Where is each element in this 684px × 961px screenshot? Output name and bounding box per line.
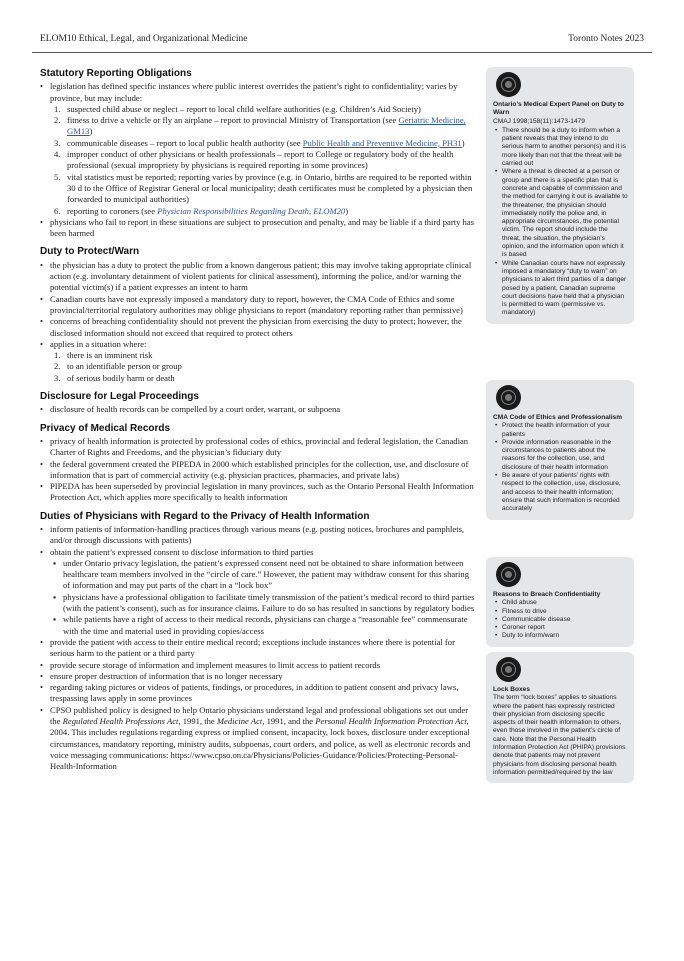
- list-item: ▪ under Ontario privacy legislation, the patient’s expressed consent need not be obtained to share information between healthcare team members involved in the “circle of care.” However, the patient may withdraw consent for this sharing of information and may put parts of the chart in a “lock box”: [40, 558, 476, 592]
- bullet: • applies in a situation where:: [40, 339, 476, 350]
- badge-icon: [496, 562, 521, 587]
- sidebar-list: [493, 422, 628, 513]
- list-item: 4. improper conduct of other physicians or health professionals – report to College or regulatory body of the health professional (sexual impropriety by physicians is required reporting in some provinces): [54, 149, 454, 171]
- main-column: [40, 68, 476, 773]
- bullet: • provide secure storage of information and implement measures to limit access to patient records: [40, 660, 476, 671]
- sidebar-list: [493, 599, 628, 640]
- list-item: 1. suspected child abuse or neglect – report to local child welfare authorities (e.g. Children’s Aid Society): [54, 103, 421, 114]
- list-item: • Where a threat is directed at a person or group and there is a specific plan that is concrete and capable of commission and the method for carrying it out is available to the threatener, the physician should immediately notify the police and, in appropriate circumstances, the potential victim. The report should include the threat, the situation, the physician’s opinion, and the information upon which it is based: [493, 168, 628, 259]
- bullet: • the physician has a duty to protect the public from a known dangerous patient; this may involve taking appropriate clinical action (e.g. involuntary detainment of violent patients for clinical assessment), informing the police, and/or warning the potential victim(s) if a patient expresses an intent to harm: [40, 260, 476, 294]
- bullet: • obtain the patient’s expressed consent to disclose information to third parties: [40, 547, 476, 558]
- badge-icon: [496, 385, 521, 410]
- consent-sublist: [40, 558, 476, 637]
- bullet: • disclosure of health records can be compelled by a court order, warrant, or subpoena: [40, 404, 476, 415]
- statutory-heading: Statutory Reporting Obligations: [40, 68, 192, 79]
- list-item: 2. to an identifiable person or group: [54, 361, 182, 372]
- sidebar-title: CMA Code of Ethics and Professionalism: [493, 414, 623, 421]
- statutory-list: [40, 104, 476, 217]
- badge-icon: [496, 72, 521, 97]
- list-item: • Child abuse: [493, 599, 628, 607]
- list-item: • Fitness to drive: [493, 608, 628, 616]
- sidebar-title: Ontario’s Medical Expert Panel on Duty to Warn: [493, 101, 624, 117]
- sidebar-text: The term “lock boxes” applies to situations where the patient has expressly restricted their physician from disclosing specific aspects of their health information to others, even those involved in the patient’s circle of care. Note that the Personal Health Information Protection Act (PHIPA) provisions denote that patients may not prevent physicians from disclosing personal health information permitted/required by the law: [493, 694, 626, 776]
- list-item: • There should be a duty to inform when a patient reveals that they intend to do serious harm to another person(s) and it is more likely than not that the threat will be carried out: [493, 127, 628, 168]
- sidebar-duty-to-warn: [486, 67, 634, 324]
- badge-icon: [496, 657, 521, 682]
- list-item: • Duty to inform/warn: [493, 632, 628, 640]
- duty-heading: Duty to Protect/Warn: [40, 246, 140, 258]
- duty-conditions-list: [40, 350, 476, 384]
- list-item: • Be aware of your patients’ rights with respect to the collection, use, disclosure, and access to their health information; ensure that such information is recorded accurately: [493, 472, 628, 513]
- bullet: • ensure proper destruction of information that is no longer necessary: [40, 671, 476, 682]
- privacy-heading: Privacy of Medical Records: [40, 422, 171, 434]
- sidebar-breach-reasons: [486, 557, 634, 647]
- statutory-intro: • legislation has defined specific instances where public interest overrides the patient’s right to confidentiality; varies by province, but may include:: [40, 81, 476, 104]
- page-header: [40, 34, 644, 50]
- duties-heading: Duties of Physicians with Regard to the Privacy of Health Information: [40, 510, 370, 522]
- elom20-link[interactable]: Physician Responsibilities Regarding Death, ELOM20: [157, 205, 346, 216]
- list-item: 2. fitness to drive a vehicle or fly an airplane – report to provincial Ministry of Transportation (see Geriatric Medicine, GM13): [54, 115, 466, 137]
- bullet: • Canadian courts have not expressly imposed a mandatory duty to report, however, the CMA Code of Ethics and some provincial/territorial regulatory authorities may oblige physicians to report (mandatory reporting rather than permissive): [40, 294, 476, 317]
- list-item: ▪ while patients have a right of access to their medical records, physicians can charge a “reasonable fee” commensurate with the time and material used in providing copies/access: [40, 614, 476, 637]
- bullet: • regarding taking pictures or videos of patients, findings, or procedures, in addition to patient consent and privacy laws, trespassing laws apply in some provinces: [40, 682, 476, 705]
- list-item: 3. of serious bodily harm or death: [54, 372, 175, 383]
- list-item: 5. vital statistics must be reported; reporting varies by province (e.g. in Ontario, births are required to be reported within 30 d to the Office of Registrar General or local municipality; death certificates must be completed by a physician then forwarded to municipal authorities): [54, 171, 473, 205]
- cpso-bullet: • CPSO published policy is designed to help Ontario physicians understand legal and professional obligations set out under the Regulated Health Professions Act, 1991, the Medicine Act, 1991, and the Personal Health Information Protection Act, 2004. This includes regulations regarding express or implied consent, incapacity, lock boxes, disclosure under exceptional circumstances, mandatory reporting, ministry audits, subpoenas, court orders, and police, as well as electronic records and voice messaging communications: https://www.cpso.on.ca/Physicians/Policies-Guidance/Policies/Protecting-Personal-Health-Information: [40, 705, 476, 773]
- list-item: 1. there is an imminent risk: [54, 350, 153, 361]
- bullet: • provide the patient with access to their entire medical record; exceptions include instances where there is potential for serious harm to the patient or a third party: [40, 637, 476, 660]
- bullet: • concerns of breaching confidentiality should not prevent the physician from exercising the duty to protect; however, the disclosed information should not exceed that required to protect others: [40, 316, 476, 339]
- statutory-outro: • physicians who fail to report in these situations are subject to prosecution and penalty, and may be liable if a third party has been harmed: [40, 217, 476, 240]
- edition-label: Toronto Notes 2023: [568, 34, 644, 44]
- list-item: • Provide information reasonable in the circumstances to patients about the reasons for the collection, use, and disclosure of their health information: [493, 439, 628, 472]
- ph31-link[interactable]: Public Health and Preventive Medicine, PH31: [302, 137, 462, 148]
- list-item: 6. reporting to coroners (see Physician Responsibilities Regarding Death, ELOM20): [54, 205, 349, 216]
- header-rule: [32, 52, 652, 53]
- bullet: • the federal government created the PIPEDA in 2000 which established principles for the collection, use, and disclosure of information that is part of commercial activity (e.g. physician practices, pharmacies, and private labs): [40, 459, 476, 482]
- list-item: 3. communicable diseases – report to local public health authority (see Public Health and Preventive Medicine, PH31): [54, 137, 465, 148]
- bullet: • privacy of health information is protected by professional codes of ethics, provincial and federal legislation, the Canadian Charter of Rights and Freedoms, and the physician’s fiduciary duty: [40, 436, 476, 459]
- chapter-title: ELOM10 Ethical, Legal, and Organizational Medicine: [40, 34, 248, 44]
- sidebar-title: Reasons to Breach Confidentiality: [493, 591, 601, 598]
- sidebar-lock-boxes: [486, 652, 634, 783]
- list-item: • Coroner report: [493, 624, 628, 632]
- sidebar-list: [493, 127, 628, 318]
- list-item: ▪ physicians have a professional obligation to facilitate timely transmission of the patient’s medical record to third parties (with the patient’s consent), such as for insurance claims. Failure to do so has resulted in sanctions by regulatory bodies: [40, 592, 476, 615]
- list-item: • Protect the health information of your patients: [493, 422, 628, 439]
- disclosure-heading: Disclosure for Legal Proceedings: [40, 391, 199, 403]
- bullet: • PIPEDA has been superseded by provincial legislation in many provinces, such as the Ontario Personal Health Information Protection Act, which applies more specifically to health information: [40, 481, 476, 504]
- gm13-link[interactable]: Geriatric Medicine, GM13: [67, 115, 466, 137]
- sidebar-title: Lock Boxes: [493, 686, 531, 693]
- bullet: • inform patients of information-handling practices through various means (e.g. posting notices, brochures and pamphlets, and/or through discussions with patients): [40, 524, 476, 547]
- sidebar-cma-code: [486, 380, 634, 520]
- list-item: • While Canadian courts have not expressly imposed a mandatory “duty to warn” on physicians to alert third parties of a danger posed by a patient, Canadian supreme court decisions have held that a physician is permitted to warn (permissive vs. mandatory): [493, 260, 628, 318]
- list-item: • Communicable disease: [493, 616, 628, 624]
- sidebar-citation: CMAJ 1998;158(11):1473-1479: [493, 117, 585, 125]
